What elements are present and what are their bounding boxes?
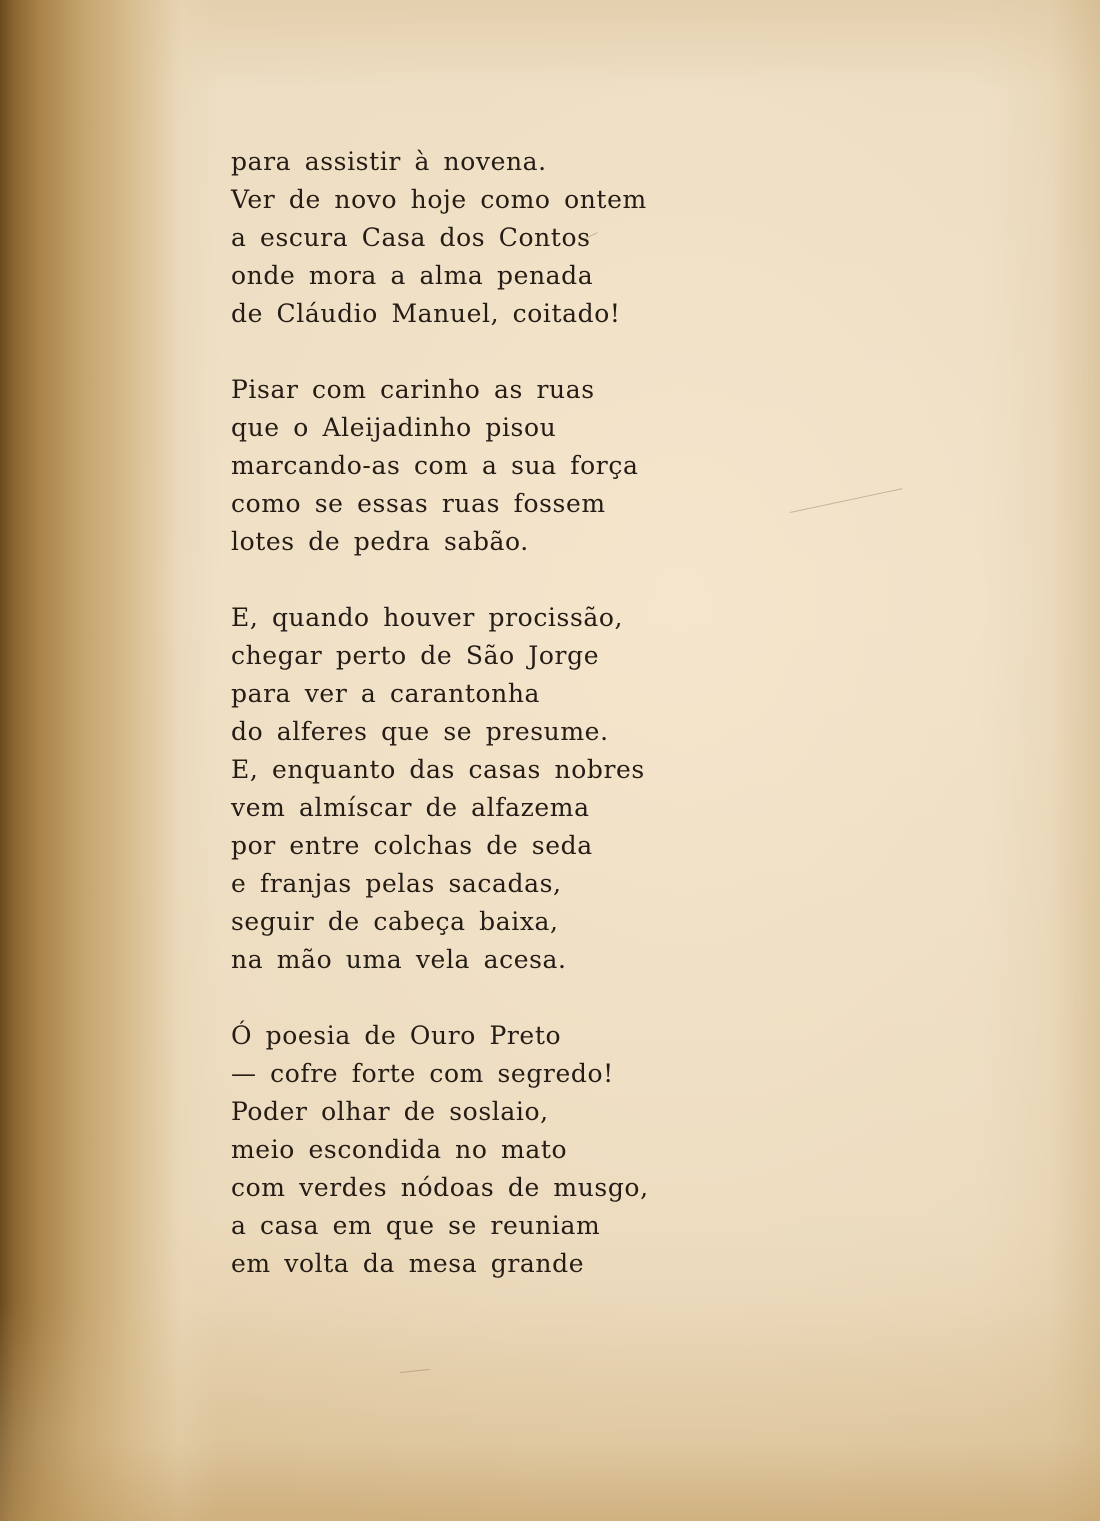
poem-stanza <box>231 599 649 979</box>
poem-text <box>231 143 649 1321</box>
poem-line: vem almíscar de alfazema <box>231 793 590 822</box>
page-right-shading <box>980 0 1100 1521</box>
poem-line: com verdes nódoas de musgo, <box>231 1173 649 1202</box>
poem-line: que o Aleijadinho pisou <box>231 413 557 442</box>
poem-line: seguir de cabeça baixa, <box>231 907 559 936</box>
poem-line: a casa em que se reuniam <box>231 1211 601 1240</box>
poem-line: a escura Casa dos Contos <box>231 223 591 252</box>
poem-line: Poder olhar de soslaio, <box>231 1097 549 1126</box>
poem-line: para assistir à novena. <box>231 147 547 176</box>
poem-stanza <box>231 371 649 561</box>
paper-scratch <box>790 488 903 513</box>
poem-line: e franjas pelas sacadas, <box>231 869 562 898</box>
poem-line: Ó poesia de Ouro Preto <box>231 1021 562 1050</box>
poem-line: como se essas ruas fossem <box>231 489 606 518</box>
poem-line: em volta da mesa grande <box>231 1249 585 1278</box>
poem-stanza <box>231 143 649 333</box>
poem-line: meio escondida no mato <box>231 1135 568 1164</box>
poem-line: E, enquanto das casas nobres <box>231 755 645 784</box>
poem-line: — cofre forte com segredo! <box>231 1059 614 1088</box>
poem-line: Ver de novo hoje como ontem <box>231 185 647 214</box>
poem-line: por entre colchas de seda <box>231 831 593 860</box>
poem-stanza <box>231 1017 649 1283</box>
poem-line: E, quando houver procissão, <box>231 603 624 632</box>
poem-line: na mão uma vela acesa. <box>231 945 567 974</box>
poem-line: marcando-as com a sua força <box>231 451 639 480</box>
poem-line: chegar perto de São Jorge <box>231 641 600 670</box>
poem-line: lotes de pedra sabão. <box>231 527 529 556</box>
page-bottom-shading <box>0 1301 1100 1521</box>
binding-gutter-shadow <box>0 0 220 1521</box>
poem-line: do alferes que se presume. <box>231 717 609 746</box>
poem-line: para ver a carantonha <box>231 679 541 708</box>
poem-line: onde mora a alma penada <box>231 261 594 290</box>
poem-line: de Cláudio Manuel, coitado! <box>231 299 621 328</box>
poem-line: Pisar com carinho as ruas <box>231 375 595 404</box>
